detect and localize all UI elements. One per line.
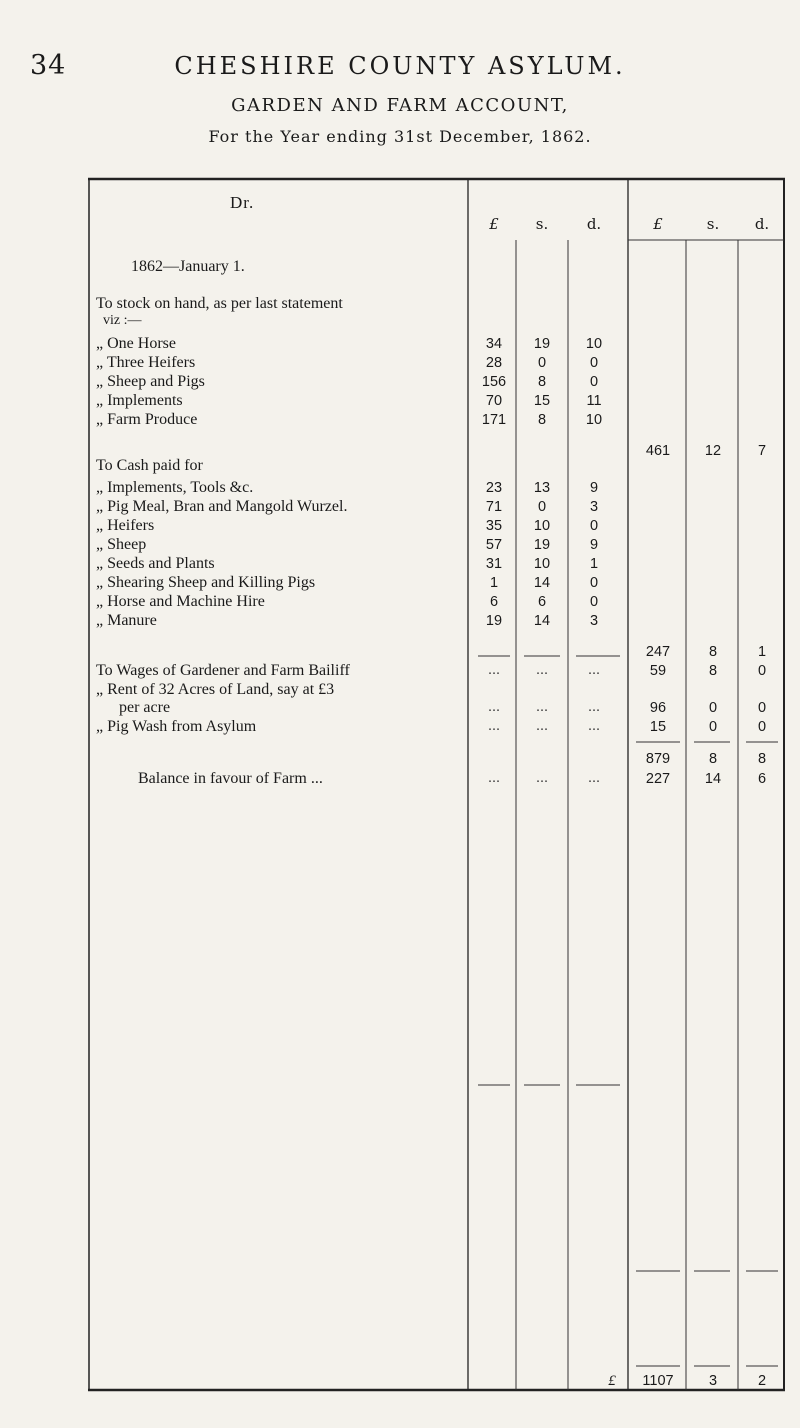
balance-label: Balance in favour of Farm ...	[138, 770, 323, 787]
sum-pounds: 879	[645, 751, 671, 767]
item-pence: 0	[589, 355, 599, 371]
placeholder-dots: ...	[587, 718, 601, 734]
item-shillings: 14	[533, 613, 551, 629]
item-pounds: 156	[481, 374, 507, 390]
sum-shillings: 8	[708, 751, 718, 767]
col-header-pounds-total: £	[653, 215, 663, 233]
item-pounds: 35	[485, 518, 503, 534]
placeholder-dots: ...	[587, 662, 601, 678]
col-header-pence-total: d.	[754, 215, 770, 233]
placeholder-dots: ...	[535, 770, 549, 786]
item-shillings-total: 8	[708, 663, 718, 679]
placeholder-dots: ...	[535, 662, 549, 678]
item-pence: 3	[589, 613, 599, 629]
item-shillings-total: 0	[708, 719, 718, 735]
item-label: „ Implements, Tools &c.	[96, 479, 254, 496]
section-heading: To Cash paid for	[96, 457, 203, 474]
placeholder-dots: ...	[535, 699, 549, 715]
balance-shillings: 14	[704, 771, 722, 787]
item-pounds: 28	[485, 355, 503, 371]
item-shillings: 19	[533, 537, 551, 553]
placeholder-dots: ...	[487, 770, 501, 786]
section-heading: To stock on hand, as per last statement	[96, 295, 343, 312]
subtotal-pounds: 461	[645, 443, 671, 459]
item-pence: 0	[589, 594, 599, 610]
col-header-shillings: s.	[535, 215, 549, 233]
balance-pence: 6	[757, 771, 767, 787]
date-label: 1862—January 1.	[131, 258, 245, 275]
item-label: „ Farm Produce	[96, 411, 198, 428]
item-pence: 11	[586, 393, 602, 409]
item-pence-total: 0	[757, 700, 767, 716]
subtotal-shillings: 8	[708, 644, 718, 660]
item-pounds: 171	[481, 412, 507, 428]
sum-pence: 8	[757, 751, 767, 767]
item-pence: 0	[589, 575, 599, 591]
item-label: „ Manure	[96, 612, 157, 629]
item-label: „ Heifers	[96, 517, 155, 534]
item-label: „ Pig Meal, Bran and Mangold Wurzel.	[96, 498, 348, 515]
item-pounds: 70	[485, 393, 503, 409]
item-label-cont: per acre	[119, 699, 171, 716]
placeholder-dots: ...	[587, 699, 601, 715]
balance-pounds: 227	[645, 771, 671, 787]
debit-label: Dr.	[230, 193, 255, 212]
item-pence: 10	[585, 412, 603, 428]
section-heading-cont: viz :—	[103, 313, 142, 328]
item-pounds-total: 15	[649, 719, 667, 735]
item-pounds: 57	[485, 537, 503, 553]
item-shillings: 19	[533, 336, 551, 352]
item-pounds: 1	[489, 575, 499, 591]
item-pence-total: 0	[757, 663, 767, 679]
item-label: „ Shearing Sheep and Killing Pigs	[96, 574, 316, 591]
item-label: „ Horse and Machine Hire	[96, 593, 265, 610]
item-pence: 1	[589, 556, 599, 572]
item-shillings: 8	[537, 374, 547, 390]
total-pound-symbol: £	[608, 1373, 616, 1389]
item-pounds: 6	[489, 594, 499, 610]
col-header-shillings-total: s.	[706, 215, 720, 233]
subtotal-pence: 7	[757, 443, 767, 459]
item-pence: 3	[589, 499, 599, 515]
item-pence: 10	[585, 336, 603, 352]
placeholder-dots: ...	[487, 699, 501, 715]
item-shillings: 13	[533, 480, 551, 496]
placeholder-dots: ...	[487, 718, 501, 734]
total-pence: 2	[757, 1373, 767, 1389]
item-shillings: 8	[537, 412, 547, 428]
item-shillings: 15	[533, 393, 551, 409]
subtotal-pence: 1	[757, 644, 767, 660]
item-label: „ Rent of 32 Acres of Land, say at £3	[96, 681, 335, 698]
item-pence: 0	[589, 374, 599, 390]
item-pounds: 23	[485, 480, 503, 496]
item-pounds-total: 96	[649, 700, 667, 716]
item-shillings: 10	[533, 518, 551, 534]
item-pence: 9	[589, 537, 599, 553]
item-pounds: 34	[485, 336, 503, 352]
placeholder-dots: ...	[487, 662, 501, 678]
item-shillings: 0	[537, 499, 547, 515]
item-pounds-total: 59	[649, 663, 667, 679]
total-pounds: 1107	[642, 1373, 674, 1389]
placeholder-dots: ...	[535, 718, 549, 734]
item-shillings: 6	[537, 594, 547, 610]
item-label: „ Sheep and Pigs	[96, 373, 205, 390]
item-pounds: 31	[485, 556, 503, 572]
item-label: „ Pig Wash from Asylum	[96, 718, 257, 735]
running-head: CHESHIRE COUNTY ASYLUM.	[174, 52, 626, 80]
item-label: „ Implements	[96, 392, 183, 409]
account-title: GARDEN AND FARM ACCOUNT,	[231, 95, 569, 116]
subtotal-shillings: 12	[704, 443, 722, 459]
col-header-pence: d.	[586, 215, 602, 233]
account-subtitle: For the Year ending 31st December, 1862.	[208, 127, 592, 146]
item-label: „ Three Heifers	[96, 354, 196, 371]
item-pence-total: 0	[757, 719, 767, 735]
item-shillings-total: 0	[708, 700, 718, 716]
subtotal-pounds: 247	[645, 644, 671, 660]
page-number: 34	[30, 50, 67, 81]
item-pence: 0	[589, 518, 599, 534]
item-label: „ One Horse	[96, 335, 176, 352]
item-shillings: 0	[537, 355, 547, 371]
col-header-pounds: £	[489, 215, 499, 233]
item-label: „ Seeds and Plants	[96, 555, 215, 572]
item-label: To Wages of Gardener and Farm Bailiff	[96, 662, 350, 679]
placeholder-dots: ...	[587, 770, 601, 786]
item-pounds: 19	[485, 613, 503, 629]
item-pounds: 71	[485, 499, 503, 515]
item-pence: 9	[589, 480, 599, 496]
item-label: „ Sheep	[96, 536, 147, 553]
item-shillings: 14	[533, 575, 551, 591]
item-shillings: 10	[533, 556, 551, 572]
total-shillings: 3	[708, 1373, 718, 1389]
